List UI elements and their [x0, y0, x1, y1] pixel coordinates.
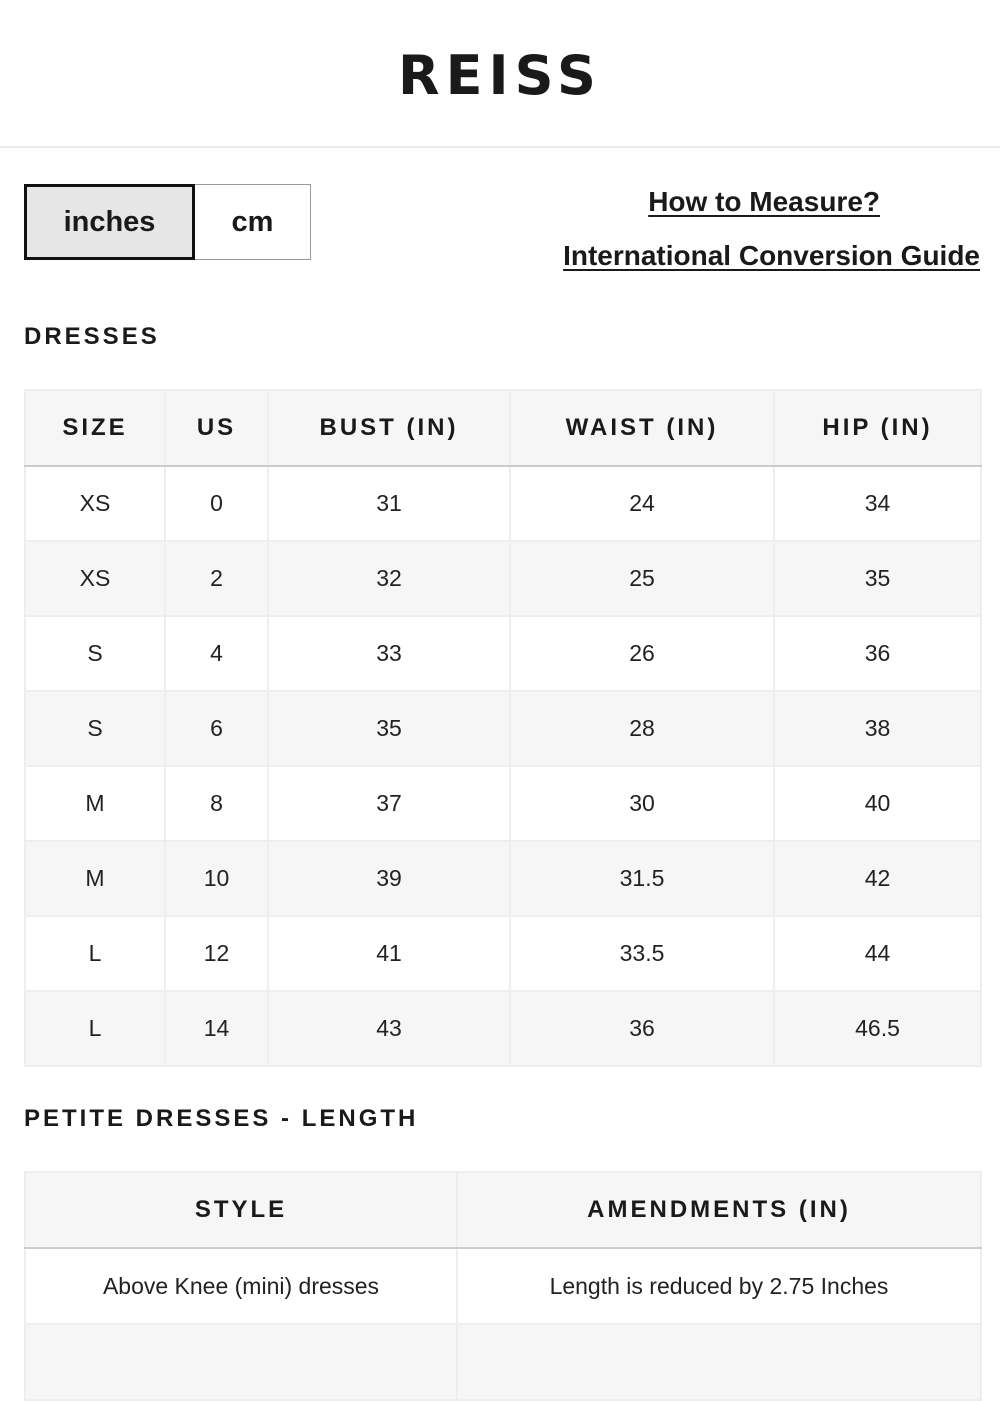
cell-bust: 39 — [268, 841, 510, 916]
cell-size: S — [25, 616, 165, 691]
conversion-guide-link[interactable]: International Conversion Guide — [563, 240, 980, 271]
cell-bust: 32 — [268, 541, 510, 616]
reiss-logo[interactable]: REISS — [398, 43, 602, 107]
header-style: STYLE — [25, 1172, 457, 1248]
cell-bust: 37 — [268, 766, 510, 841]
cell-us: 6 — [165, 691, 268, 766]
table-row — [25, 991, 981, 1066]
how-to-measure-link[interactable]: How to Measure? — [648, 186, 880, 217]
cell-us: 14 — [165, 991, 268, 1066]
table-row — [25, 766, 981, 841]
cell-waist: 25 — [510, 541, 774, 616]
unit-cm-button[interactable]: cm — [231, 205, 274, 238]
cell-bust: 43 — [268, 991, 510, 1066]
cell-waist: 28 — [510, 691, 774, 766]
petite-length-table — [24, 1171, 982, 1401]
cell-style: Above Knee (mini) dresses — [25, 1248, 457, 1324]
cell-hip: 40 — [774, 766, 981, 841]
cell-hip: 34 — [774, 466, 981, 541]
cell-size: XS — [25, 466, 165, 541]
header-waist: WAIST (IN) — [510, 390, 774, 466]
cell-size: XS — [25, 541, 165, 616]
table-row — [25, 841, 981, 916]
header-size: SIZE — [25, 390, 165, 466]
cell-waist: 26 — [510, 616, 774, 691]
unit-inches-button[interactable]: inches — [24, 184, 195, 260]
cell-bust: 33 — [268, 616, 510, 691]
cell-waist: 33.5 — [510, 916, 774, 991]
cell-amendment: Length is reduced by 2.75 Inches — [457, 1248, 981, 1324]
cell-amendment — [457, 1324, 981, 1400]
site-header — [0, 0, 1000, 148]
cell-us: 10 — [165, 841, 268, 916]
table-row — [25, 691, 981, 766]
cell-hip: 44 — [774, 916, 981, 991]
table-row — [25, 541, 981, 616]
cell-us: 12 — [165, 916, 268, 991]
header-hip: HIP (IN) — [774, 390, 981, 466]
cell-size: L — [25, 916, 165, 991]
cell-bust: 35 — [268, 691, 510, 766]
cell-us: 8 — [165, 766, 268, 841]
cell-size: M — [25, 841, 165, 916]
cell-bust: 41 — [268, 916, 510, 991]
petite-section-title: PETITE DRESSES - LENGTH — [24, 1105, 419, 1132]
table-header-row — [25, 1172, 981, 1248]
cell-hip: 35 — [774, 541, 981, 616]
cell-waist: 31.5 — [510, 841, 774, 916]
cell-waist: 24 — [510, 466, 774, 541]
table-row — [25, 466, 981, 541]
table-row — [25, 616, 981, 691]
cell-style — [25, 1324, 457, 1400]
cell-us: 2 — [165, 541, 268, 616]
cell-hip: 36 — [774, 616, 981, 691]
cell-bust: 31 — [268, 466, 510, 541]
unit-toggle — [24, 184, 311, 260]
dresses-size-table — [24, 389, 982, 1067]
table-header-row — [25, 390, 981, 466]
cell-waist: 36 — [510, 991, 774, 1066]
header-us: US — [165, 390, 268, 466]
cell-us: 0 — [165, 466, 268, 541]
cell-size: S — [25, 691, 165, 766]
header-bust: BUST (IN) — [268, 390, 510, 466]
table-row — [25, 916, 981, 991]
cell-waist: 30 — [510, 766, 774, 841]
cell-hip: 42 — [774, 841, 981, 916]
dresses-section-title: DRESSES — [24, 323, 160, 350]
cell-us: 4 — [165, 616, 268, 691]
header-amendments: AMENDMENTS (IN) — [457, 1172, 981, 1248]
cell-size: L — [25, 991, 165, 1066]
cell-hip: 38 — [774, 691, 981, 766]
cell-size: M — [25, 766, 165, 841]
table-row — [25, 1248, 981, 1324]
cell-hip: 46.5 — [774, 991, 981, 1066]
table-row — [25, 1324, 981, 1400]
help-links — [563, 186, 980, 272]
